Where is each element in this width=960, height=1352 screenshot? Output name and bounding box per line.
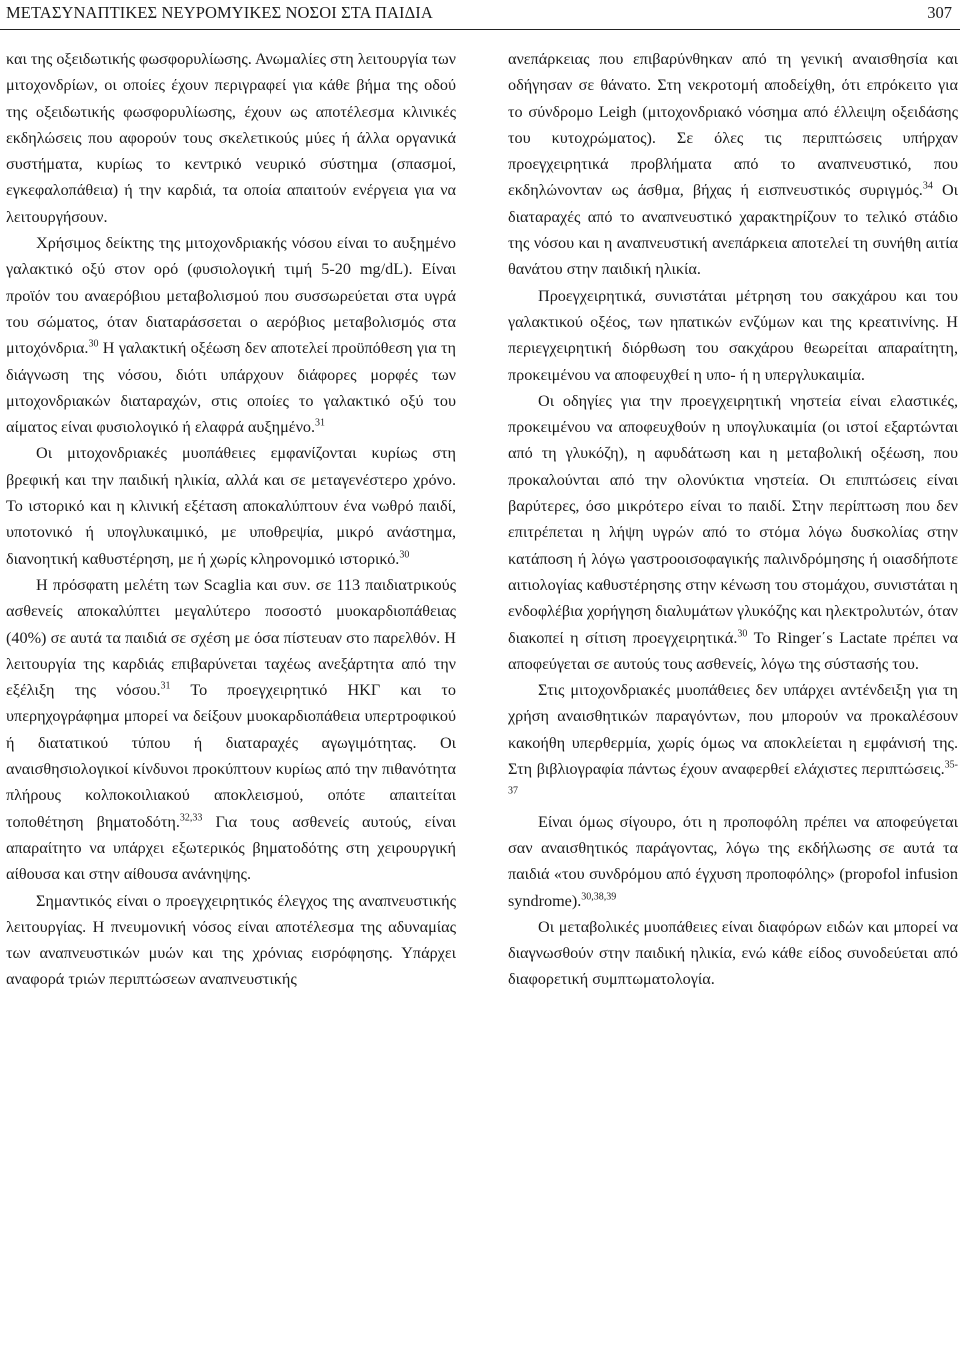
citation: 34 [922,181,933,193]
running-header [0,0,960,30]
paragraph: Στις μιτοχονδριακές μυοπάθειες δεν υπάρχει αντένδειξη για τη χρήση αναισθητικών παραγόντων, που μπορούν να προκαλέσουν κακοήθη υπερθερμία, χωρίς όμως να αποκλείεται η εμφάνισή της. Στη βιβλιογραφία πάντως έχουν αναφερθεί ελάχιστες περιπτώσεις.$^{35-37}$ [508,681,958,797]
citation: 30 [88,338,99,350]
running-title: ΜΕΤΑΣΥΝΑΠΤΙΚΕΣ ΝΕΥΡΟΜΥΙΚΕΣ ΝΟΣΟΙ ΣΤΑ ΠΑΙΔΙΑ [6,3,433,22]
header-rule [0,29,960,30]
paragraph: Η πρόσφατη μελέτη των Scaglia και συν. σε 113 παιδιατρικούς ασθενείς αποκαλύπτει μεγαλύτερο ποσοστό μυοκαρδιοπάθειας (40%) σε αυτά τα παιδιά σε σχέση με όσα πίστευαν στο παρελθόν. Η λειτουργία της καρδιάς επιβαρύνεται ταχέως ανεξάρτητα από την εξέλιξη της νόσου.$^{31}$ Το προεγχειρητικό ΗΚΓ και το υπερηχογράφημα μπορεί να δείξουν μυοκαρδιοπάθεια υπερτροφικού ή διατατικού τύπου ή διαταραχές αγωγιμότητας. Οι αναισθησιολογικοί κίνδυνοι προκύπτουν κυρίως από την πιθανότητα πλήρους κολποκοιλιακού αποκλεισμού, οπότε απαιτείται τοποθέτηση βηματοδότη.$^{32,33}$ Για τους ασθενείς αυτούς, είναι απαραίτητο να υπάρχει εξωτερικός βηματοδότης στη χειρουργική αίθουσα και στην αίθουσα ανάνηψης. [6,575,456,884]
paragraph: ανεπάρκειας που επιβαρύνθηκαν από τη γενική αναισθησία και οδήγησαν σε θάνατο. Στη νεκροτομή αποδείχθη, ότι επρόκειτο για το σύνδρομο Leigh (μιτοχονδριακό νόσημα από έλλειψη οξειδάσης του κυτοχρώματος). Σε όλες τις περιπτώσεις υπήρχαν προεγχειρητικά προβλήματα από το αναπνευστικό, που εκδηλώνονταν ως άσθμα, βήχας ή εισπνευστικός συριγμός.$^{34}$ Οι διαταραχές από το αναπνευστικό χαρακτηρίζουν το τελικό στάδιο της νόσου και η αναπνευστική ανεπάρκεια αποτελεί τη συνήθη αιτία θανάτου στην παιδική ηλικία. [508,50,958,279]
paragraph: Οι μιτοχονδριακές μυοπάθειες εμφανίζονται κυρίως στη βρεφική και την παιδική ηλικία, αλλά και σε μεταγενέστερο χρόνο. Το ιστορικό και η κλινική εξέταση αποκαλύπτουν ένα νωθρό παιδί, υποτονικό ή υπογλυκαιμικό, με υποθρεψία, μικρό ανάστημα, διανοητική καθυστέρηση, με ή χωρίς κληρονομικό ιστορικό.$^{30}$ [6,444,456,568]
paragraph: Χρήσιμος δείκτης της μιτοχονδριακής νόσου είναι το αυξημένο γαλακτικό οξύ στον ορό (φυσιολογική τιμή 5-20 mg/dL). Είναι προϊόν του αναερόβιου μεταβολισμού που συσσωρεύεται στα υγρά του σώματος, όταν διαταράσσεται ο αερόβιος μεταβολισμός στα μιτοχόνδρια.$^{30}$ Η γαλακτική οξέωση δεν αποτελεί προϋπόθεση για τη διάγνωση της νόσου, διότι υπάρχουν διάφορες μορφές των μιτοχονδριακών διαταραχών, στις οποίες το γαλακτικό οξύ του αίματος είναι φυσιολογικό ή ελαφρά αυξημένο.$^{31}$ [6,234,456,437]
page-number: 307 [927,3,952,22]
left-column [6,46,456,993]
citation: 30,38,39 [581,891,617,903]
paragraph: Οι οδηγίες για την προεγχειρητική νηστεία είναι ελαστικές, προκειμένου να αποφευχθούν η υπογλυκαιμία (οι ιστοί εξαρτώνται από τη γλυκόζη), η αφυδάτωση και η μεταβολική οξέωση, που προκαλούνται από την ολονύκτια νηστεία. Οι επιπτώσεις είναι βαρύτερες, όσο μικρότερο είναι το παιδί. Στην περίπτωση που δεν επιτρέπεται η λήψη υγρών από το στόμα λόγω δυσκολίας στην κατάποση ή λόγω γαστροοισοφαγικής παλινδρόμησης ή οιασδήποτε αιτιολογίας καθυστέρησης στην κένωση του στομάχου, συνιστάται η ενδοφλέβια χορήγηση διαλυμάτων γλυκόζης και ηλεκτρολυτών, όταν διακοπεί η σίτιση προεγχειρητικά.$^{30}$ Το Ringer΄s Lactate πρέπει να αποφεύγεται σε αυτούς τους ασθενείς, λόγω της σύστασής του. [508,391,958,673]
citation: 32,33 [179,812,203,824]
paragraph: Οι μεταβολικές μυοπάθειες είναι διαφόρων ειδών και μπορεί να διαγνωσθούν στην παιδική ηλικία, ενώ κάθε είδος συνοδεύεται από διαφορετική συμπτωματολογία. [508,917,958,989]
paragraph: Προεγχειρητικά, συνιστάται μέτρηση του σακχάρου και του γαλακτικού οξέος, των ηπατικών ενζύμων και της κρεατινίνης. Η περιεγχειρητική διόρθωση του σακχάρου θεωρείται απαραίτητη, προκειμένου να αποφευχθεί η υπο- ή η υπεργλυκαιμία. [508,286,958,384]
citation: 30 [399,549,410,561]
citation: 35-37 [508,759,958,797]
citation: 31 [315,417,326,429]
paragraph: Είναι όμως σίγουρο, ότι η προποφόλη πρέπει να αποφεύγεται σαν αναισθητικός παράγοντας, λόγω της εκδήλωσης σε αυτά τα παιδιά «του συνδρόμου από έγχυση προποφόλης» (propofol infusion syndrome).$^{30,38,39}$ [508,812,958,910]
right-column [508,46,958,993]
paragraph: και της οξειδωτικής φωσφορυλίωσης. Ανωμαλίες στη λειτουργία των μιτοχονδρίων, οι οποίες έχουν περιγραφεί για κάθε βήμα της οδού της οξειδωτικής φωσφορυλίωσης, έχουν ως αποτέλεσμα κλινικές εκδηλώσεις που αφορούν τους σκελετικούς μύες ή άλλα οργανικά συστήματα, κυρίως το κεντρικό νευρικό σύστημα (σπασμοί, εγκεφαλοπάθεια) ή την καρδιά, τα οποία απαιτούν ενέργεια για να λειτουργήσουν. [6,50,456,226]
paragraph: Σημαντικός είναι ο προεγχειρητικός έλεγχος της αναπνευστικής λειτουργίας. Η πνευμονική νόσος είναι αποτέλεσμα της αδυναμίας των αναπνευστικών μυών και της χρόνιας εισρόφησης. Υπάρχει αναφορά τριών περιπτώσεων αναπνευστικής [6,891,456,989]
citation: 30 [737,628,748,640]
citation: 31 [160,680,171,692]
